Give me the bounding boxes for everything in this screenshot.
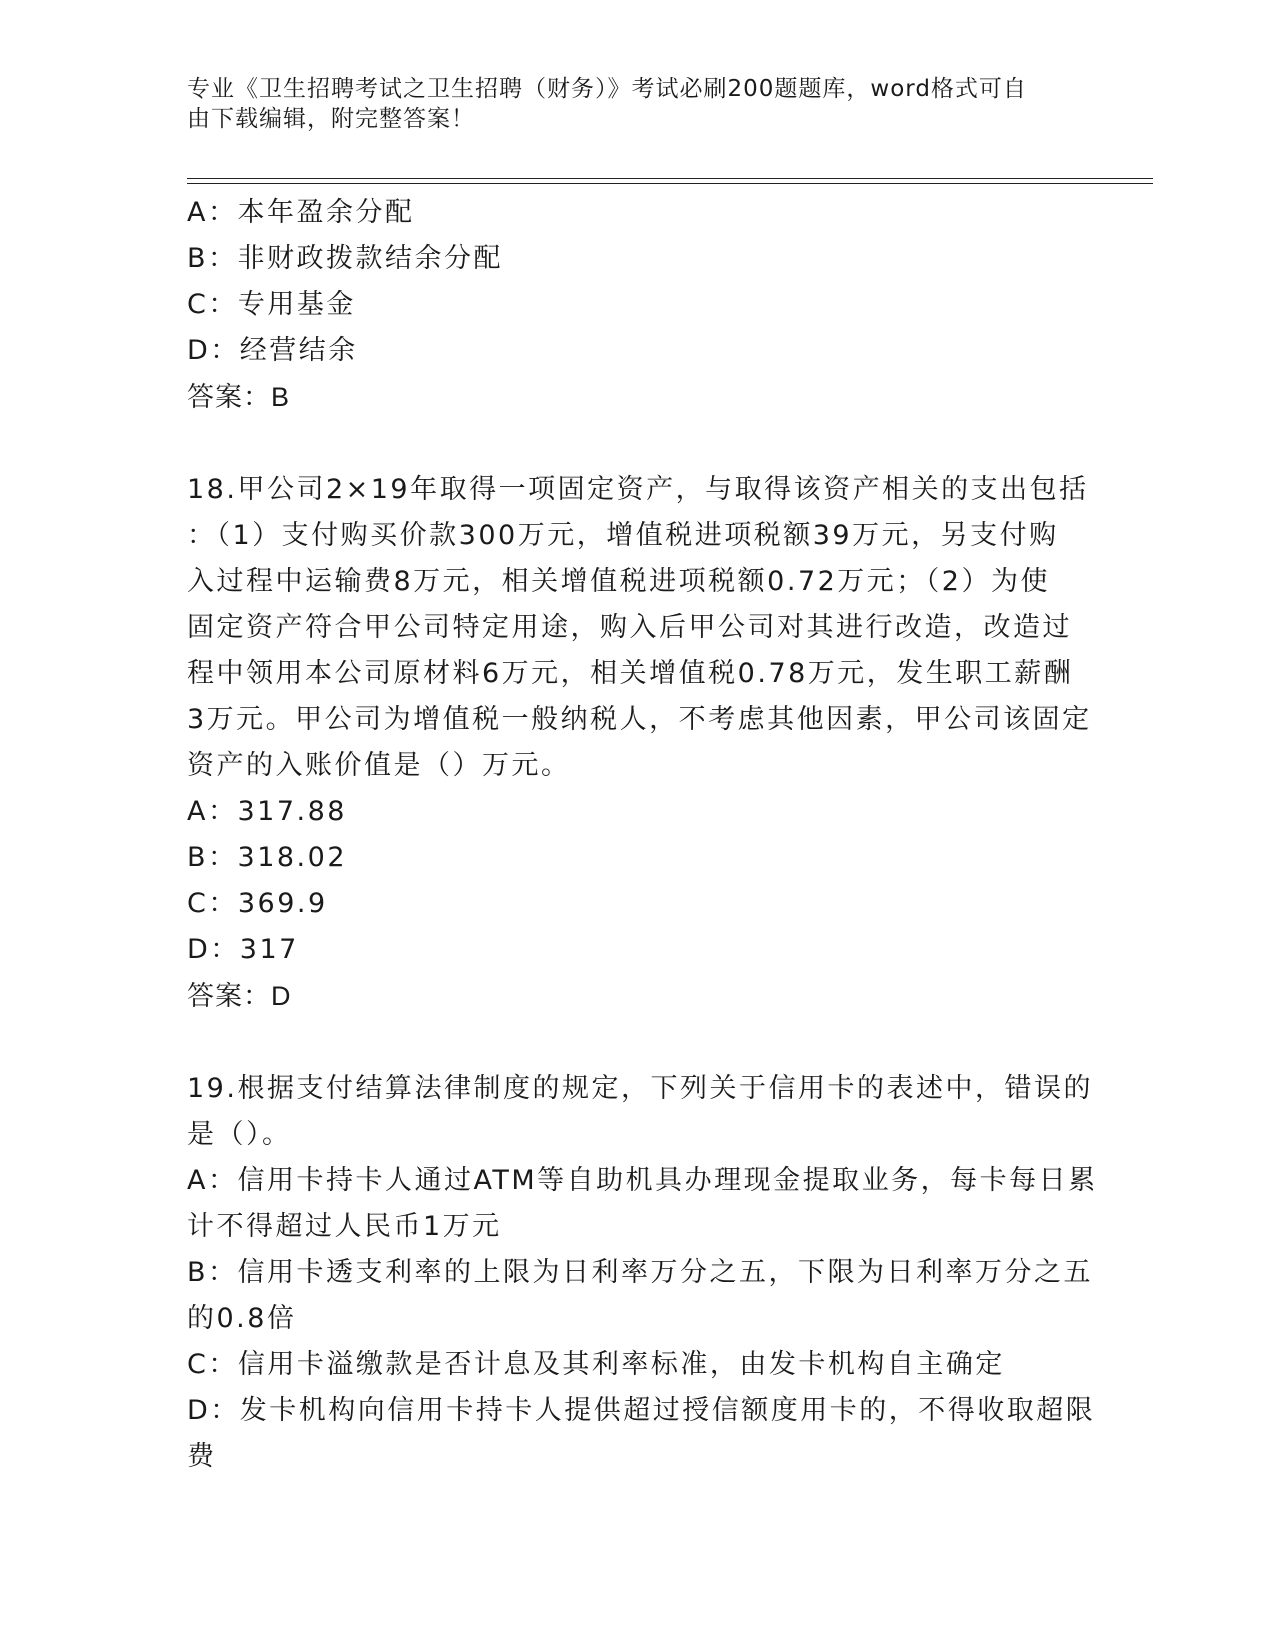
header-line-1: 专业《卫生招聘考试之卫生招聘（财务）》考试必刷200题题库，word格式可自 — [187, 76, 1027, 102]
q19-option-a-line: A：信用卡持卡人通过ATM等自助机具办理现金提取业务，每卡每日累 — [187, 1165, 1098, 1196]
q18-stem-line: 程中领用本公司原材料6万元，相关增值税0.78万元，发生职工薪酬 — [187, 658, 1074, 689]
q17-option-a: A：本年盈余分配 — [187, 197, 415, 228]
spacer — [187, 1019, 1067, 1066]
spacer — [187, 420, 1067, 467]
q18-stem — [187, 467, 1092, 789]
q18-option-b: B：318.02 — [187, 842, 347, 873]
q19-option-b-line: B：信用卡透支利率的上限为日利率万分之五，下限为日利率万分之五 — [187, 1257, 1094, 1288]
q19-option-a — [187, 1158, 1098, 1250]
q19-stem-line: 19.根据支付结算法律制度的规定，下列关于信用卡的表述中，错误的 — [187, 1073, 1093, 1104]
q18-stem-line: ：（1）支付购买价款300万元，增值税进项税额39万元，另支付购 — [187, 520, 1059, 551]
document-header — [187, 74, 1067, 134]
q18-option-c: C：369.9 — [187, 888, 328, 919]
q19-stem — [187, 1066, 1093, 1158]
q18-stem-line: 3万元。甲公司为增值税一般纳税人，不考虑其他因素，甲公司该固定 — [187, 704, 1092, 735]
header-line-2: 由下载编辑，附完整答案！ — [187, 106, 475, 132]
header-divider-top — [187, 178, 1153, 179]
q19-option-c-line: C：信用卡溢缴款是否计息及其利率标准，由发卡机构自主确定 — [187, 1349, 1005, 1380]
q18-option-a: A：317.88 — [187, 796, 347, 827]
question-17 — [187, 190, 1067, 420]
q17-answer: 答案：B — [187, 382, 291, 412]
q19-option-d-line: 费 — [187, 1441, 217, 1472]
q17-option-c: C：专用基金 — [187, 289, 356, 320]
q19-option-a-line: 计不得超过人民币1万元 — [187, 1211, 502, 1242]
q19-option-b-line: 的0.8倍 — [187, 1303, 297, 1334]
q18-stem-line: 18.甲公司2×19年取得一项固定资产，与取得该资产相关的支出包括 — [187, 474, 1089, 505]
q18-option-d: D：317 — [187, 934, 299, 965]
q17-option-d: D：经营结余 — [187, 335, 358, 366]
q19-option-c — [187, 1342, 1067, 1388]
q19-stem-line: 是（）。 — [187, 1119, 292, 1150]
header-divider-bottom — [187, 183, 1153, 184]
q19-option-d-line: D：发卡机构向信用卡持卡人提供超过授信额度用卡的，不得收取超限 — [187, 1395, 1096, 1426]
q19-option-d — [187, 1388, 1096, 1480]
q19-option-b — [187, 1250, 1094, 1342]
q17-option-b: B：非财政拨款结余分配 — [187, 243, 504, 274]
q18-stem-line: 入过程中运输费8万元，相关增值税进项税额0.72万元；（2）为使 — [187, 566, 1050, 597]
document-body — [187, 190, 1098, 1480]
q18-answer: 答案：D — [187, 981, 292, 1011]
question-18 — [187, 467, 1092, 1019]
question-19 — [187, 1066, 1098, 1480]
q18-stem-line: 资产的入账价值是（）万元。 — [187, 750, 571, 781]
q18-stem-line: 固定资产符合甲公司特定用途，购入后甲公司对其进行改造，改造过 — [187, 612, 1072, 643]
